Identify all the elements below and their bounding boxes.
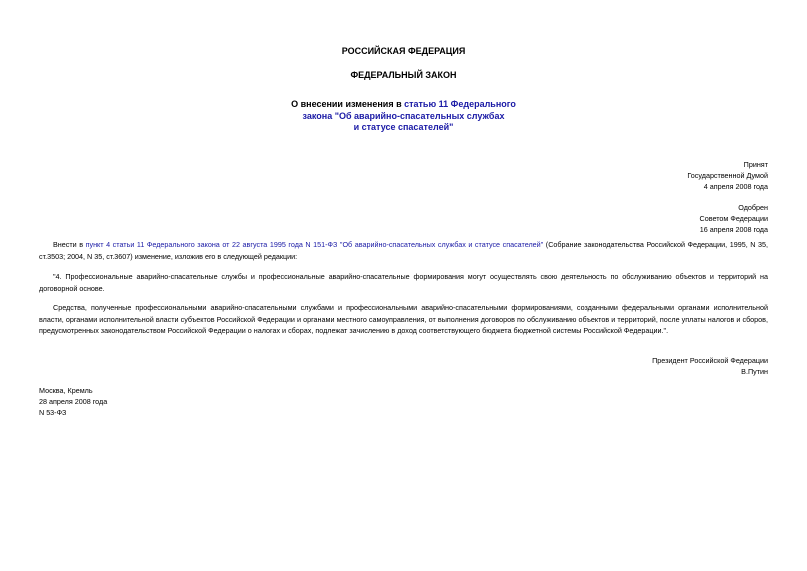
accepted-label: Принят	[743, 160, 768, 169]
paragraph-1	[39, 239, 768, 262]
accepted-body: Государственной Думой	[687, 171, 768, 180]
document-title	[0, 99, 807, 134]
doc-type-heading: ФЕДЕРАЛЬНЫЙ ЗАКОН	[350, 70, 457, 80]
title-line-2[interactable]: закона "Об аварийно-спасательных службах	[302, 110, 505, 121]
approved-label: Одобрен	[738, 203, 768, 212]
footer-date: 28 апреля 2008 года	[39, 397, 108, 406]
footer-place: Москва, Кремль	[39, 386, 93, 395]
p1-post: (Собрание законодательства Российской Федерации, 1995, N 35, ст.3503; 2004, N 35, ст.3607) изменение, изложив его в следующей редакции:	[39, 240, 768, 261]
signature-title: Президент Российской Федерации	[652, 356, 768, 365]
approved-body: Советом Федерации	[699, 214, 768, 223]
paragraph-2: "4. Профессиональные аварийно-спасательные службы и профессиональные аварийно-спасательные формирования могут осуществлять свою деятельность по обслуживанию объектов и территорий на договорной основе.	[39, 272, 768, 293]
p1-pre: Внести в	[53, 240, 86, 249]
paragraph-3: Средства, полученные профессиональными аварийно-спасательными службами и профессиональными аварийно-спасательными формированиями, созданными федеральными органами исполнительной власти, органами исполнительной власти субъектов Российской Федерации и органами местного самоуправления, от выполнения договоров по обслуживанию объектов и территорий, после уплаты налогов и сборов, предусмотренных законодательством Российской Федерации о налогах и сборах, подлежат зачислению в доход соответствующего бюджета бюджетной системы Российской Федерации.".	[39, 303, 768, 335]
country-heading: РОССИЙСКАЯ ФЕДЕРАЦИЯ	[341, 46, 466, 56]
footer-number: N 53-ФЗ	[39, 408, 67, 417]
footer-block	[39, 385, 107, 418]
signature-name: В.Путин	[741, 367, 768, 376]
title-line-3[interactable]: и статусе спасателей"	[353, 122, 454, 132]
signature-block	[652, 355, 768, 377]
approved-date: 16 апреля 2008 года	[699, 225, 768, 234]
law-link[interactable]: пункт 4 статьи 11 Федерального закона от 22 августа 1995 года N 151-ФЗ "Об аварийно-спасательных службах и статусе спасателей"	[85, 240, 544, 249]
accepted-date: 4 апреля 2008 года	[703, 182, 768, 191]
accepted-block	[687, 159, 768, 192]
article-link[interactable]: статью 11 Федерального	[404, 99, 516, 109]
approved-block	[700, 202, 768, 235]
title-prefix: О внесении изменения в	[291, 99, 405, 109]
